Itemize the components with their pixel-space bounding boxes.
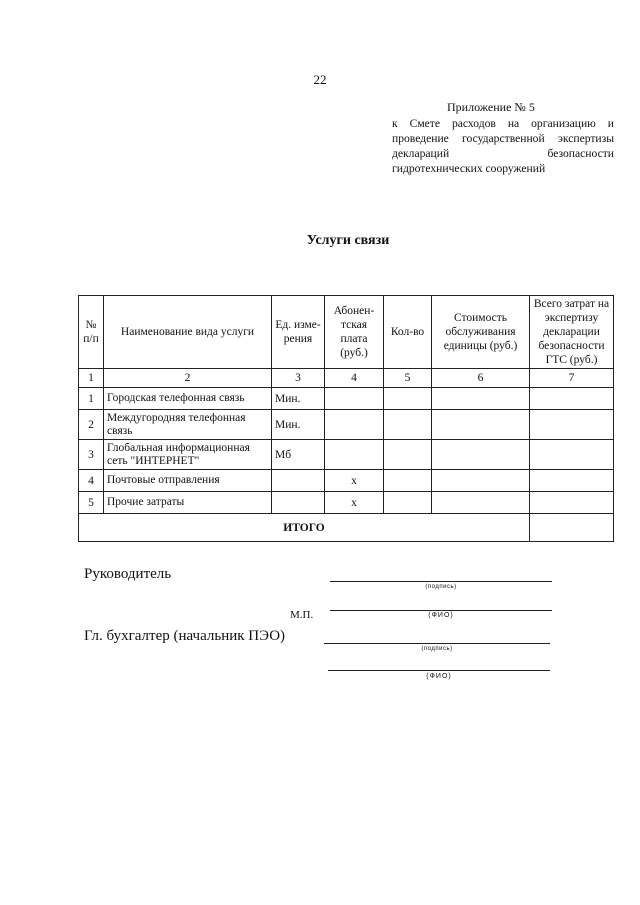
service-name: Почтовые отправления [104, 470, 272, 492]
accountant-name-caption: (ФИО) [426, 673, 452, 680]
row-number: 3 [79, 440, 104, 470]
column-number: 6 [432, 369, 530, 388]
row-number: 5 [79, 492, 104, 514]
row-number: 4 [79, 470, 104, 492]
header-cell-number: № п/п [79, 296, 104, 369]
accountant-signature-line [324, 643, 550, 644]
column-number: 7 [530, 369, 614, 388]
accountant-signature-caption: (подпись) [421, 646, 453, 652]
head-signature-caption: (подпись) [425, 584, 457, 590]
unit-cell [272, 470, 325, 492]
service-name: Прочие затраты [104, 492, 272, 514]
total-label: ИТОГО [79, 514, 530, 542]
header-cell-total-cost: Всего затрат на экспертизу декларации безопасности ГТС (руб.) [530, 296, 614, 369]
head-name-line [330, 610, 552, 611]
column-number-row [79, 369, 614, 388]
table-row [79, 440, 614, 470]
service-name: Городская телефонная связь [104, 388, 272, 410]
header-cell-subscription-fee: Абонен-тская плата (руб.) [325, 296, 384, 369]
appendix-title: Приложение № 5 [447, 100, 535, 114]
total-cost-cell [530, 470, 614, 492]
accountant-name-line [328, 670, 550, 671]
head-name-caption: (ФИО) [428, 612, 454, 619]
header-cell-unit-cost: Стоимость обслуживания единицы (руб.) [432, 296, 530, 369]
unit-cell [272, 492, 325, 514]
services-table [78, 295, 614, 542]
quantity-cell [384, 440, 432, 470]
unit-cost-cell [432, 410, 530, 440]
fee-cell [325, 440, 384, 470]
fee-cell [325, 388, 384, 410]
total-value [530, 514, 614, 542]
column-number: 5 [384, 369, 432, 388]
column-number: 2 [104, 369, 272, 388]
table-row [79, 410, 614, 440]
quantity-cell [384, 388, 432, 410]
service-name: Междугородняя телефонная связь [104, 410, 272, 440]
unit-cost-cell [432, 440, 530, 470]
appendix-line: гидротехнических сооружений [392, 162, 546, 175]
total-cost-cell [530, 388, 614, 410]
header-cell-quantity: Кол-во [384, 296, 432, 369]
table-header-row [79, 296, 614, 369]
unit-cell: Мин. [272, 388, 325, 410]
column-number: 3 [272, 369, 325, 388]
unit-cell: Мин. [272, 410, 325, 440]
page-number: 22 [313, 72, 327, 87]
table-row [79, 492, 614, 514]
column-number: 1 [79, 369, 104, 388]
column-number: 4 [325, 369, 384, 388]
service-name: Глобальная информационная сеть "ИНТЕРНЕТ" [104, 440, 272, 470]
table-row [79, 470, 614, 492]
row-number: 2 [79, 410, 104, 440]
unit-cost-cell [432, 388, 530, 410]
total-cost-cell [530, 440, 614, 470]
appendix-text [392, 116, 614, 176]
fee-cell [325, 410, 384, 440]
unit-cost-cell [432, 470, 530, 492]
fee-cell: х [325, 470, 384, 492]
row-number: 1 [79, 388, 104, 410]
fee-cell: х [325, 492, 384, 514]
head-signature-line [330, 581, 552, 582]
quantity-cell [384, 410, 432, 440]
quantity-cell [384, 470, 432, 492]
head-label: Руководитель [84, 566, 172, 582]
appendix-line: деклараций безопасности [392, 147, 614, 160]
header-cell-service-name: Наименование вида услуги [104, 296, 272, 369]
appendix-line: проведение государственной экспертизы [392, 132, 614, 145]
total-cost-cell [530, 410, 614, 440]
unit-cell: Мб [272, 440, 325, 470]
total-row [79, 514, 614, 542]
unit-cost-cell [432, 492, 530, 514]
header-cell-unit: Ед. изме-рения [272, 296, 325, 369]
document-title: Услуги связи [306, 233, 390, 248]
appendix-line: к Смете расходов на организацию и [392, 117, 614, 130]
stamp-label: М.П. [290, 609, 314, 621]
accountant-label: Гл. бухгалтер (начальник ПЭО) [84, 628, 286, 644]
total-cost-cell [530, 492, 614, 514]
quantity-cell [384, 492, 432, 514]
table-row [79, 388, 614, 410]
